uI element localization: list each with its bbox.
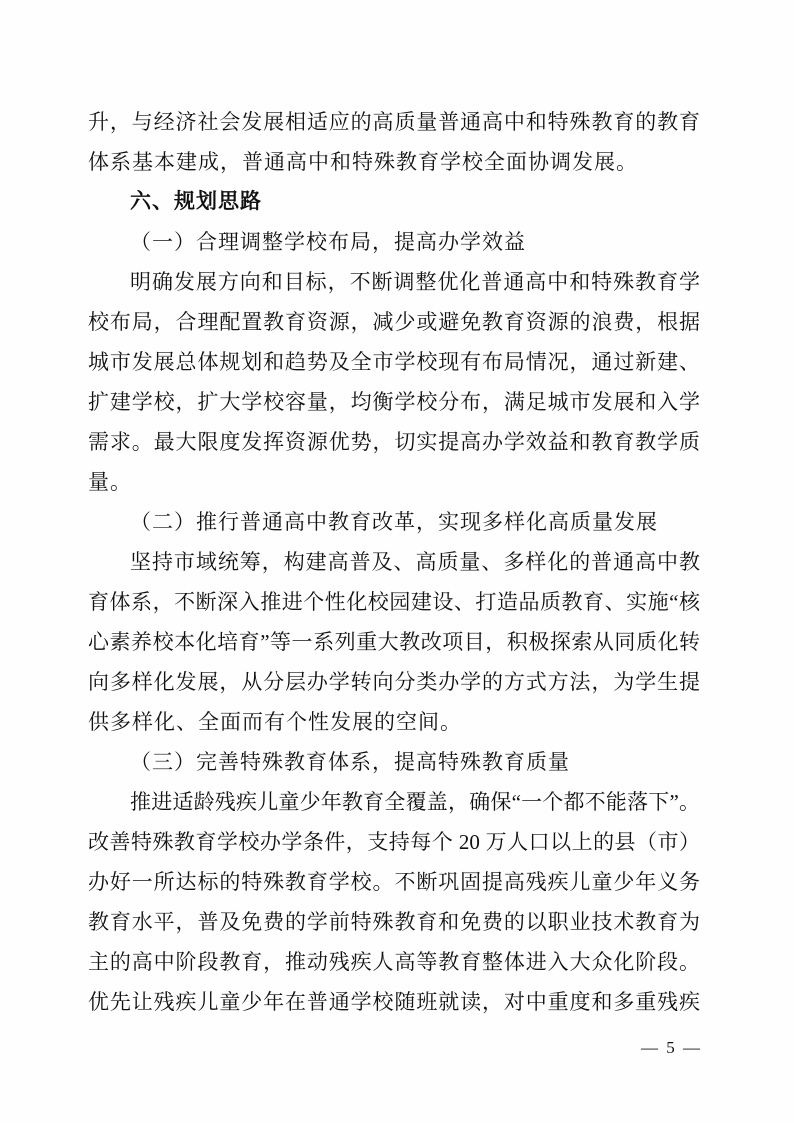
document-body	[88, 102, 700, 1022]
text-line: 坚持市域统筹，构建高普及、高质量、多样化的普通高中教	[130, 550, 700, 574]
text-line: （三）完善特殊教育体系，提高特殊教育质量	[130, 750, 570, 774]
text-line: 主的高中阶段教育，推动残疾人高等教育整体进入大众化阶段。	[88, 950, 700, 974]
text-line: 教育水平，普及免费的学前特殊教育和免费的以职业技术教育为	[88, 910, 700, 934]
text-line: 城市发展总体规划和趋势及全市学校现有布局情况，通过新建、	[88, 350, 700, 374]
text-line: （一）合理调整学校布局，提高办学效益	[130, 230, 526, 254]
text-line: 心素养校本化培育”等一系列重大教改项目，积极探索从同质化转	[88, 630, 700, 654]
text-line: 需求。最大限度发挥资源优势，切实提高办学效益和教育教学质	[88, 430, 700, 454]
text-line: 扩建学校，扩大学校容量，均衡学校分布，满足城市发展和入学	[88, 390, 700, 414]
text-line: 向多样化发展，从分层办学转向分类办学的方式方法，为学生提	[88, 670, 700, 694]
text-line: 优先让残疾儿童少年在普通学校随班就读，对中重度和多重残疾	[88, 990, 700, 1014]
text-line: 体系基本建成，普通高中和特殊教育学校全面协调发展。	[88, 150, 638, 174]
text-line: 明确发展方向和目标，不断调整优化普通高中和特殊教育学	[130, 270, 700, 294]
text-line: 量。	[88, 470, 132, 494]
text-line: 办好一所达标的特殊教育学校。不断巩固提高残疾儿童少年义务	[88, 870, 700, 894]
text-line: 推进适龄残疾儿童少年教育全覆盖，确保“一个都不能落下”。	[130, 790, 700, 814]
text-line: （二）推行普通高中教育改革，实现多样化高质量发展	[130, 510, 658, 534]
text-line: 校布局，合理配置教育资源，减少或避免教育资源的浪费，根据	[88, 310, 700, 334]
text-line: 六、规划思路	[130, 190, 262, 213]
text-line: 改善特殊教育学校办学条件，支持每个 20 万人口以上的县（市）	[88, 830, 700, 854]
page-number: — 5 —	[641, 1038, 702, 1057]
text-line: 升，与经济社会发展相适应的高质量普通高中和特殊教育的教育	[88, 110, 700, 134]
text-line: 育体系，不断深入推进个性化校园建设、打造品质教育、实施“核	[88, 590, 700, 614]
text-line: 供多样化、全面而有个性发展的空间。	[88, 710, 462, 734]
